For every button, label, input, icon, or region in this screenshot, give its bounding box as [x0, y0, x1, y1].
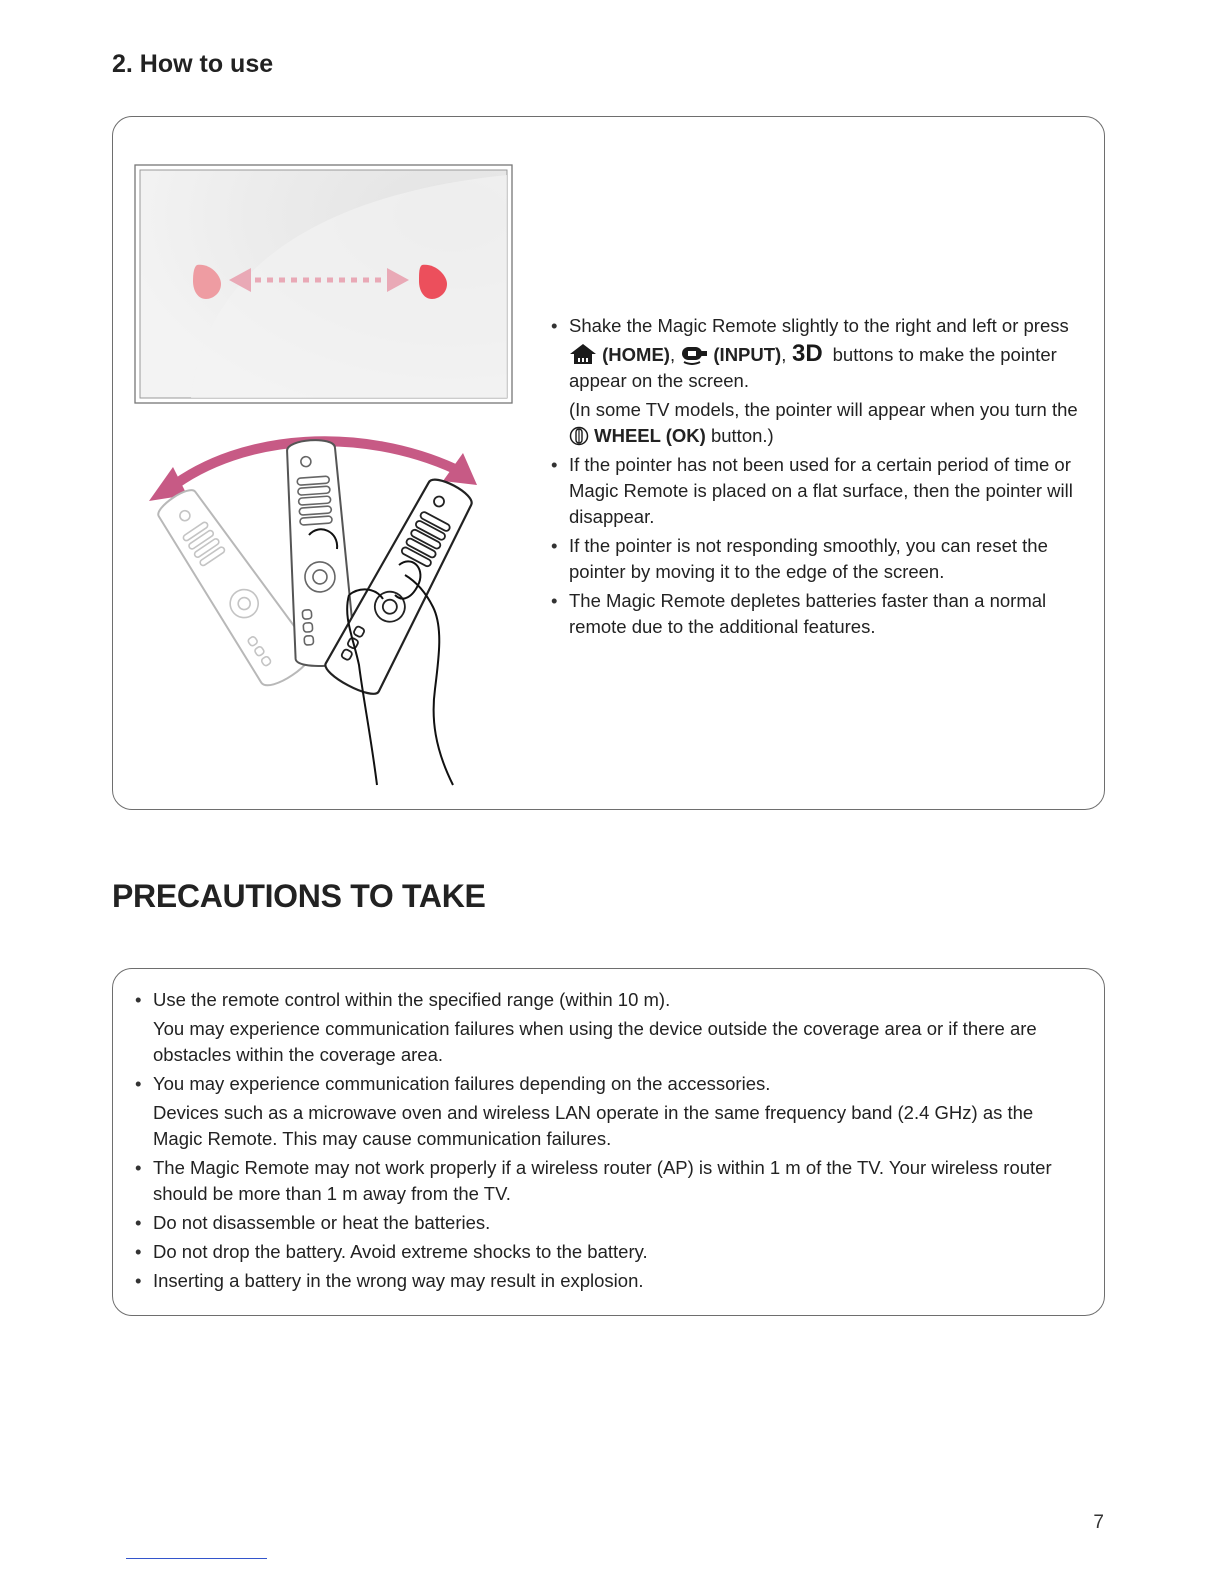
footer-divider [126, 1558, 267, 1559]
list-item: • The Magic Remote depletes batteries faster than a normal remote due to the additional features. [551, 588, 1081, 640]
list-item: • Do not disassemble or heat the batteries. [135, 1210, 1080, 1236]
list-item: • You may experience communication failures depending on the accessories. Devices such as a microwave oven and wireless LAN operate in the same frequency band (2.4 GHz) as the Magic Remote. This may cause communication failures. [135, 1071, 1080, 1152]
list-item: • Do not drop the battery. Avoid extreme shocks to the battery. [135, 1239, 1080, 1265]
list-item: • Use the remote control within the specified range (within 10 m). You may experience communication failures when using the device outside the coverage area or if there are obstacles within the coverage area. [135, 987, 1080, 1068]
list-item: • Shake the Magic Remote slightly to the right and left or press (HOME), (INPUT), 3D buttons to make the pointer appear on the screen. (In some TV models, the pointer will appear when you turn the WHEEL (OK) button.) [551, 313, 1081, 449]
list-item: • If the pointer is not responding smoothly, you can reset the pointer by moving it to the edge of the screen. [551, 533, 1081, 585]
wheel-icon [569, 426, 589, 446]
section-title: 2. How to use [112, 50, 274, 78]
tv-screen [135, 165, 512, 403]
precautions-heading: PRECAUTIONS TO TAKE [112, 878, 486, 914]
list-item: • If the pointer has not been used for a certain period of time or Magic Remote is placed on a flat surface, then the pointer will disappear. [551, 452, 1081, 530]
list-item: • Inserting a battery in the wrong way may result in explosion. [135, 1268, 1080, 1294]
precautions-panel [112, 968, 1105, 1316]
home-icon [569, 343, 597, 365]
input-icon [680, 343, 708, 365]
3d-icon [792, 339, 828, 365]
how-to-use-panel [112, 116, 1105, 810]
list-item: • The Magic Remote may not work properly if a wireless router (AP) is within 1 m of the TV. Your wireless router should be more than 1 m away from the TV. [135, 1155, 1080, 1207]
page-number: 7 [1093, 1512, 1104, 1533]
how-to-use-list [551, 313, 1081, 643]
svg-text:3D: 3D [791, 340, 823, 365]
precautions-list [135, 987, 1080, 1297]
